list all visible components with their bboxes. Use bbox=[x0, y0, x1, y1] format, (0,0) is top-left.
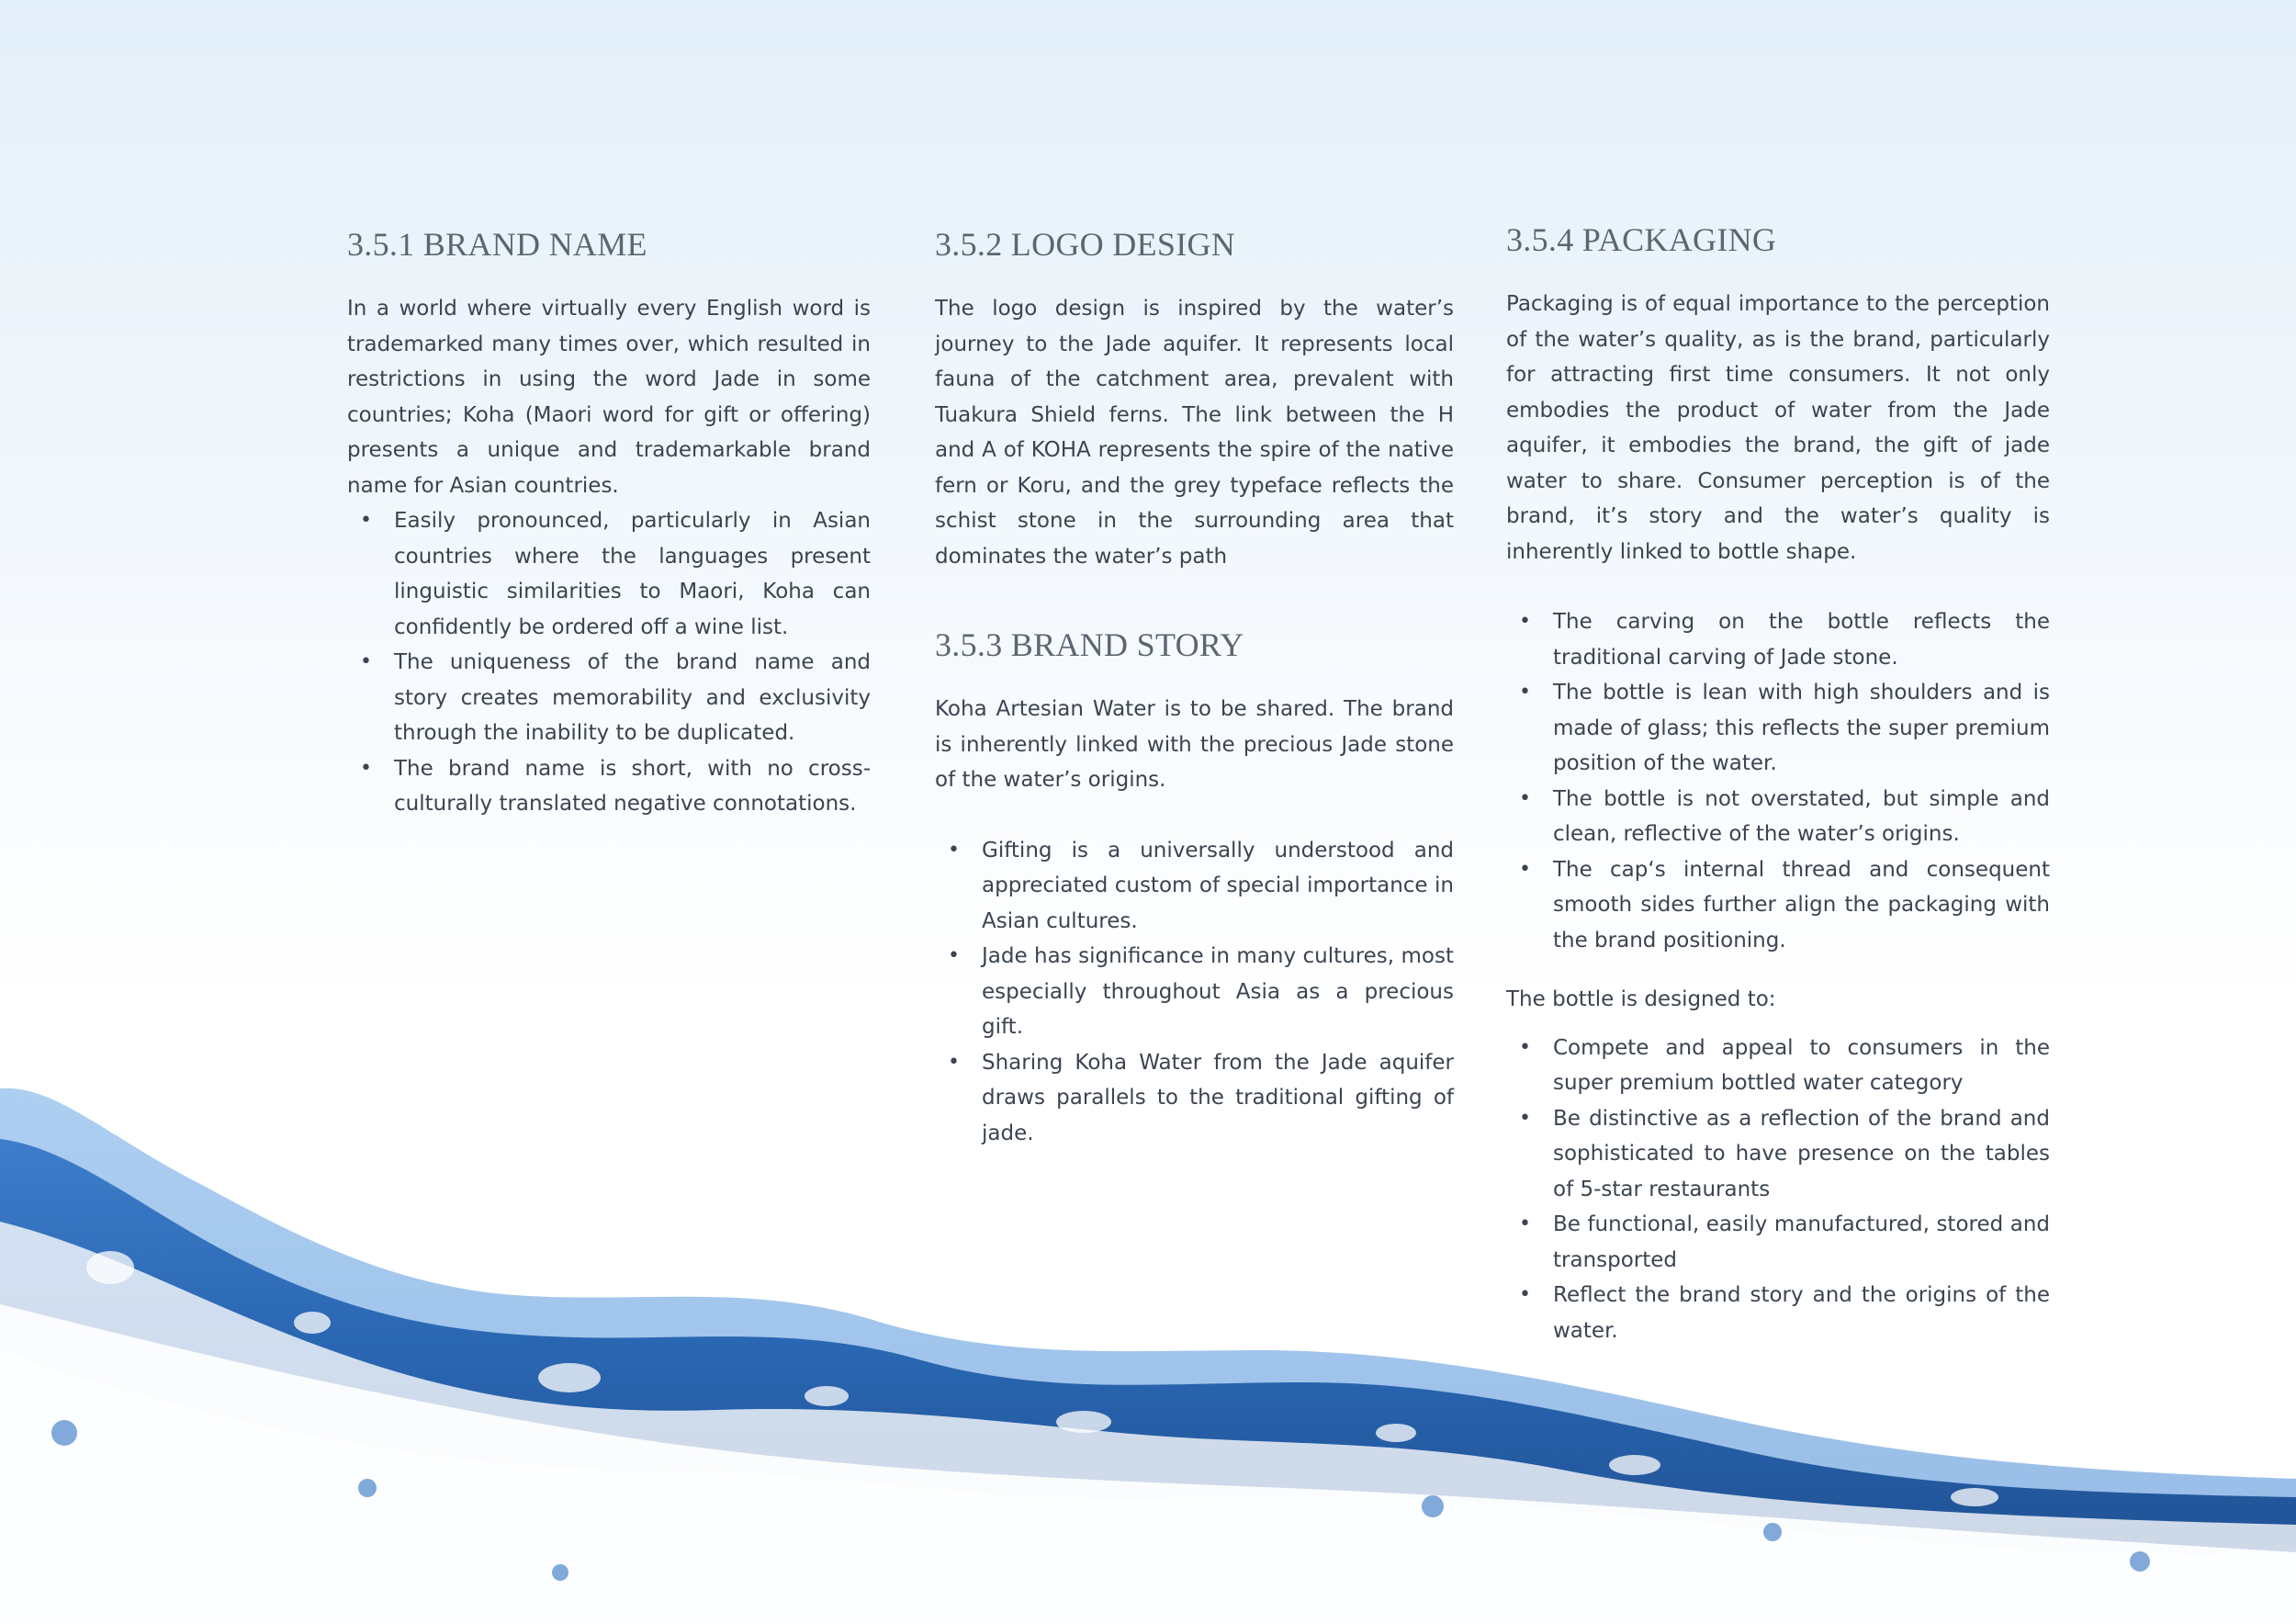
brand-story-heading: 3.5.3 BRAND STORY bbox=[935, 626, 1244, 663]
list-item: • Compete and appeal to consumers in the super premium bottled water category bbox=[1506, 1031, 2050, 1101]
brand-name-intro: In a world where virtually every English word is trademarked many times over, which resulted in restrictions in using the word Jade in some countries; Koha (Maori word for gift or offering) presents a unique and trademarkable brand name for Asian countries. bbox=[347, 297, 871, 498]
brand-name-bullets bbox=[347, 503, 871, 822]
brand-name-section bbox=[347, 225, 871, 822]
logo-and-story-section bbox=[935, 225, 1454, 1151]
brand-story-intro: Koha Artesian Water is to be shared. The brand is inherently linked with the precious Jade stone of the water’s origins. bbox=[935, 697, 1454, 792]
list-item: • Be functional, easily manufactured, stored and transported bbox=[1506, 1207, 2050, 1278]
list-item: • The carving on the bottle reflects the traditional carving of Jade stone. bbox=[1506, 604, 2050, 675]
logo-design-heading: 3.5.2 LOGO DESIGN bbox=[935, 226, 1236, 263]
list-item: • The bottle is lean with high shoulders and is made of glass; this reflects the super premium position of the water. bbox=[1506, 675, 2050, 782]
list-item: • Easily pronounced, particularly in Asian countries where the languages present linguistic similarities to Maori, Koha can confidently be ordered off a wine list. bbox=[347, 503, 871, 645]
list-item: • The cap‘s internal thread and consequent smooth sides further align the packaging with the brand positioning. bbox=[1506, 852, 2050, 959]
packaging-section bbox=[1506, 220, 2050, 1348]
list-item: • Sharing Koha Water from the Jade aquifer draws parallels to the traditional gifting of jade. bbox=[935, 1045, 1454, 1152]
list-item: • The uniqueness of the brand name and story creates memorability and exclusivity through the inability to be duplicated. bbox=[347, 645, 871, 751]
packaging-intro: Packaging is of equal importance to the perception of the water’s quality, as is the brand, particularly for attracting first time consumers. It not only embodies the product of water from the Jade aquifer, it embodies the brand, the gift of jade water to share. Consumer perception is of the brand, it’s story and the water’s quality is inherently linked to bottle shape. bbox=[1506, 292, 2050, 564]
list-item: • The brand name is short, with no cross-culturally translated negative connotations. bbox=[347, 751, 871, 822]
logo-design-body: The logo design is inspired by the water’s journey to the Jade aquifer. It represents local fauna of the catchment area, prevalent with Tuakura Shield ferns. The link between the H and A of KOHA represents the spire of the native fern or Koru, and the grey typeface reflects the schist stone in the surrounding area that dominates the water’s path bbox=[935, 297, 1454, 569]
list-item: • Reflect the brand story and the origins of the water. bbox=[1506, 1278, 2050, 1348]
designed-to-label: The bottle is designed to: bbox=[1506, 987, 1776, 1011]
brand-name-heading: 3.5.1 BRAND NAME bbox=[347, 226, 647, 263]
brand-story-bullets bbox=[935, 833, 1454, 1152]
list-item: • The bottle is not overstated, but simple and clean, reflective of the water’s origins. bbox=[1506, 782, 2050, 852]
designed-to-bullets bbox=[1506, 1031, 2050, 1349]
packaging-heading: 3.5.4 PACKAGING bbox=[1506, 221, 1777, 258]
list-item: • Gifting is a universally understood and appreciated custom of special importance in Asian cultures. bbox=[935, 833, 1454, 940]
list-item: • Be distinctive as a reflection of the brand and sophisticated to have presence on the tables of 5-star restaurants bbox=[1506, 1101, 2050, 1208]
list-item: • Jade has significance in many cultures, most especially throughout Asia as a precious gift. bbox=[935, 939, 1454, 1045]
packaging-bullets bbox=[1506, 604, 2050, 958]
